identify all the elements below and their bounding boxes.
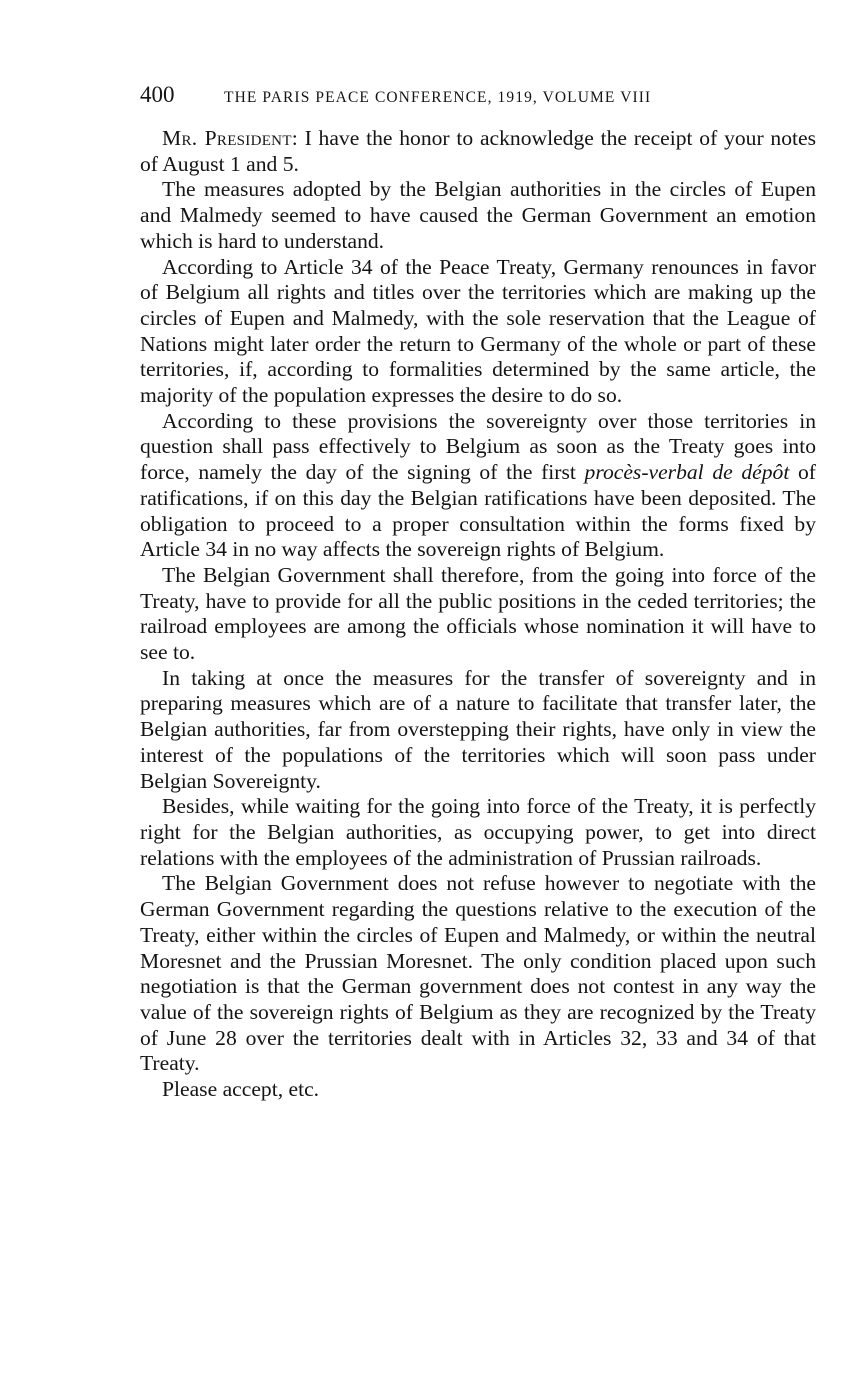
paragraph-acknowledgement <box>140 126 816 177</box>
paragraph-measures: The measures adopted by the Belgian authorities in the circles of Eupen and Malmedy seemed to have caused the German Government an emotion which is hard to understand. <box>140 177 816 253</box>
paragraph-sovereignty-end: of ratifications, if on this day the Belgian ratifications have been deposited. The obligation to proceed to a proper consultation within the forms fixed by Article 34 in no way affects the sovereign rights of Belgium. <box>140 460 816 562</box>
paragraph-negotiation: The Belgian Government does not refuse however to negotiate with the German Government regarding the questions relative to the execution of the Treaty, either within the circles of Eupen and Malmedy, or within the neutral Moresnet and the Prussian Moresnet. The only condition placed upon such negotiation is that the German government does not contest in any way the value of the sovereign rights of Belgium as they are recognized by the Treaty of June 28 over the territories dealt with in Articles 32, 33 and 34 of that Treaty. <box>140 871 816 1076</box>
proces-verbal-term: procès-verbal de dépôt <box>584 460 790 485</box>
paragraph-transfer-measures: In taking at once the measures for the transfer of sovereignty and in preparing measures which are of a nature to facilitate that transfer later, the Belgian authorities, far from overstepping their rights, have only in view the interest of the populations of the territories which will soon pass under Belgian Sovereignty. <box>140 665 816 793</box>
page-header <box>140 82 816 112</box>
closing-line: Please accept, etc. <box>162 1077 320 1102</box>
running-head: THE PARIS PEACE CONFERENCE, 1919, VOLUME VIII <box>224 89 652 106</box>
paragraph-article-34: According to Article 34 of the Peace Treaty, Germany renounces in favor of Belgium all rights and titles over the territories which are making up the circles of Eupen and Malmedy, with the sole reservation that the League of Nations might later order the return to Germany of the whole or part of these territories, if, according to formalities determined by the same article, the majority of the population expresses the desire to do so. <box>140 254 816 408</box>
paragraph-acknowledgement-text: : I have the honor to acknowledge the receipt of your notes of August 1 and 5. <box>140 126 816 176</box>
paragraph-occupying-power: Besides, while waiting for the going into force of the Treaty, it is perfectly right for the Belgian authorities, as occupying power, to get into direct relations with the employees of the administration of Prussian railroads. <box>140 794 816 870</box>
page-number: 400 <box>140 82 175 107</box>
paragraph-public-positions: The Belgian Government shall therefore, from the going into force of the Treaty, have to provide for all the public positions in the ceded territories; the railroad employees are among the officials whose nomination it will have to see to. <box>140 562 816 665</box>
salutation: Mr. President <box>162 126 292 150</box>
paragraph-sovereignty <box>140 409 816 563</box>
letter-body <box>140 126 816 1103</box>
document-page <box>140 82 816 1103</box>
paragraph-sovereignty-start: According to these provisions the sovereignty over those territories in question shall pass effectively to Belgium as soon as the Treaty goes into force, namely the day of the signing of the first <box>140 408 816 485</box>
